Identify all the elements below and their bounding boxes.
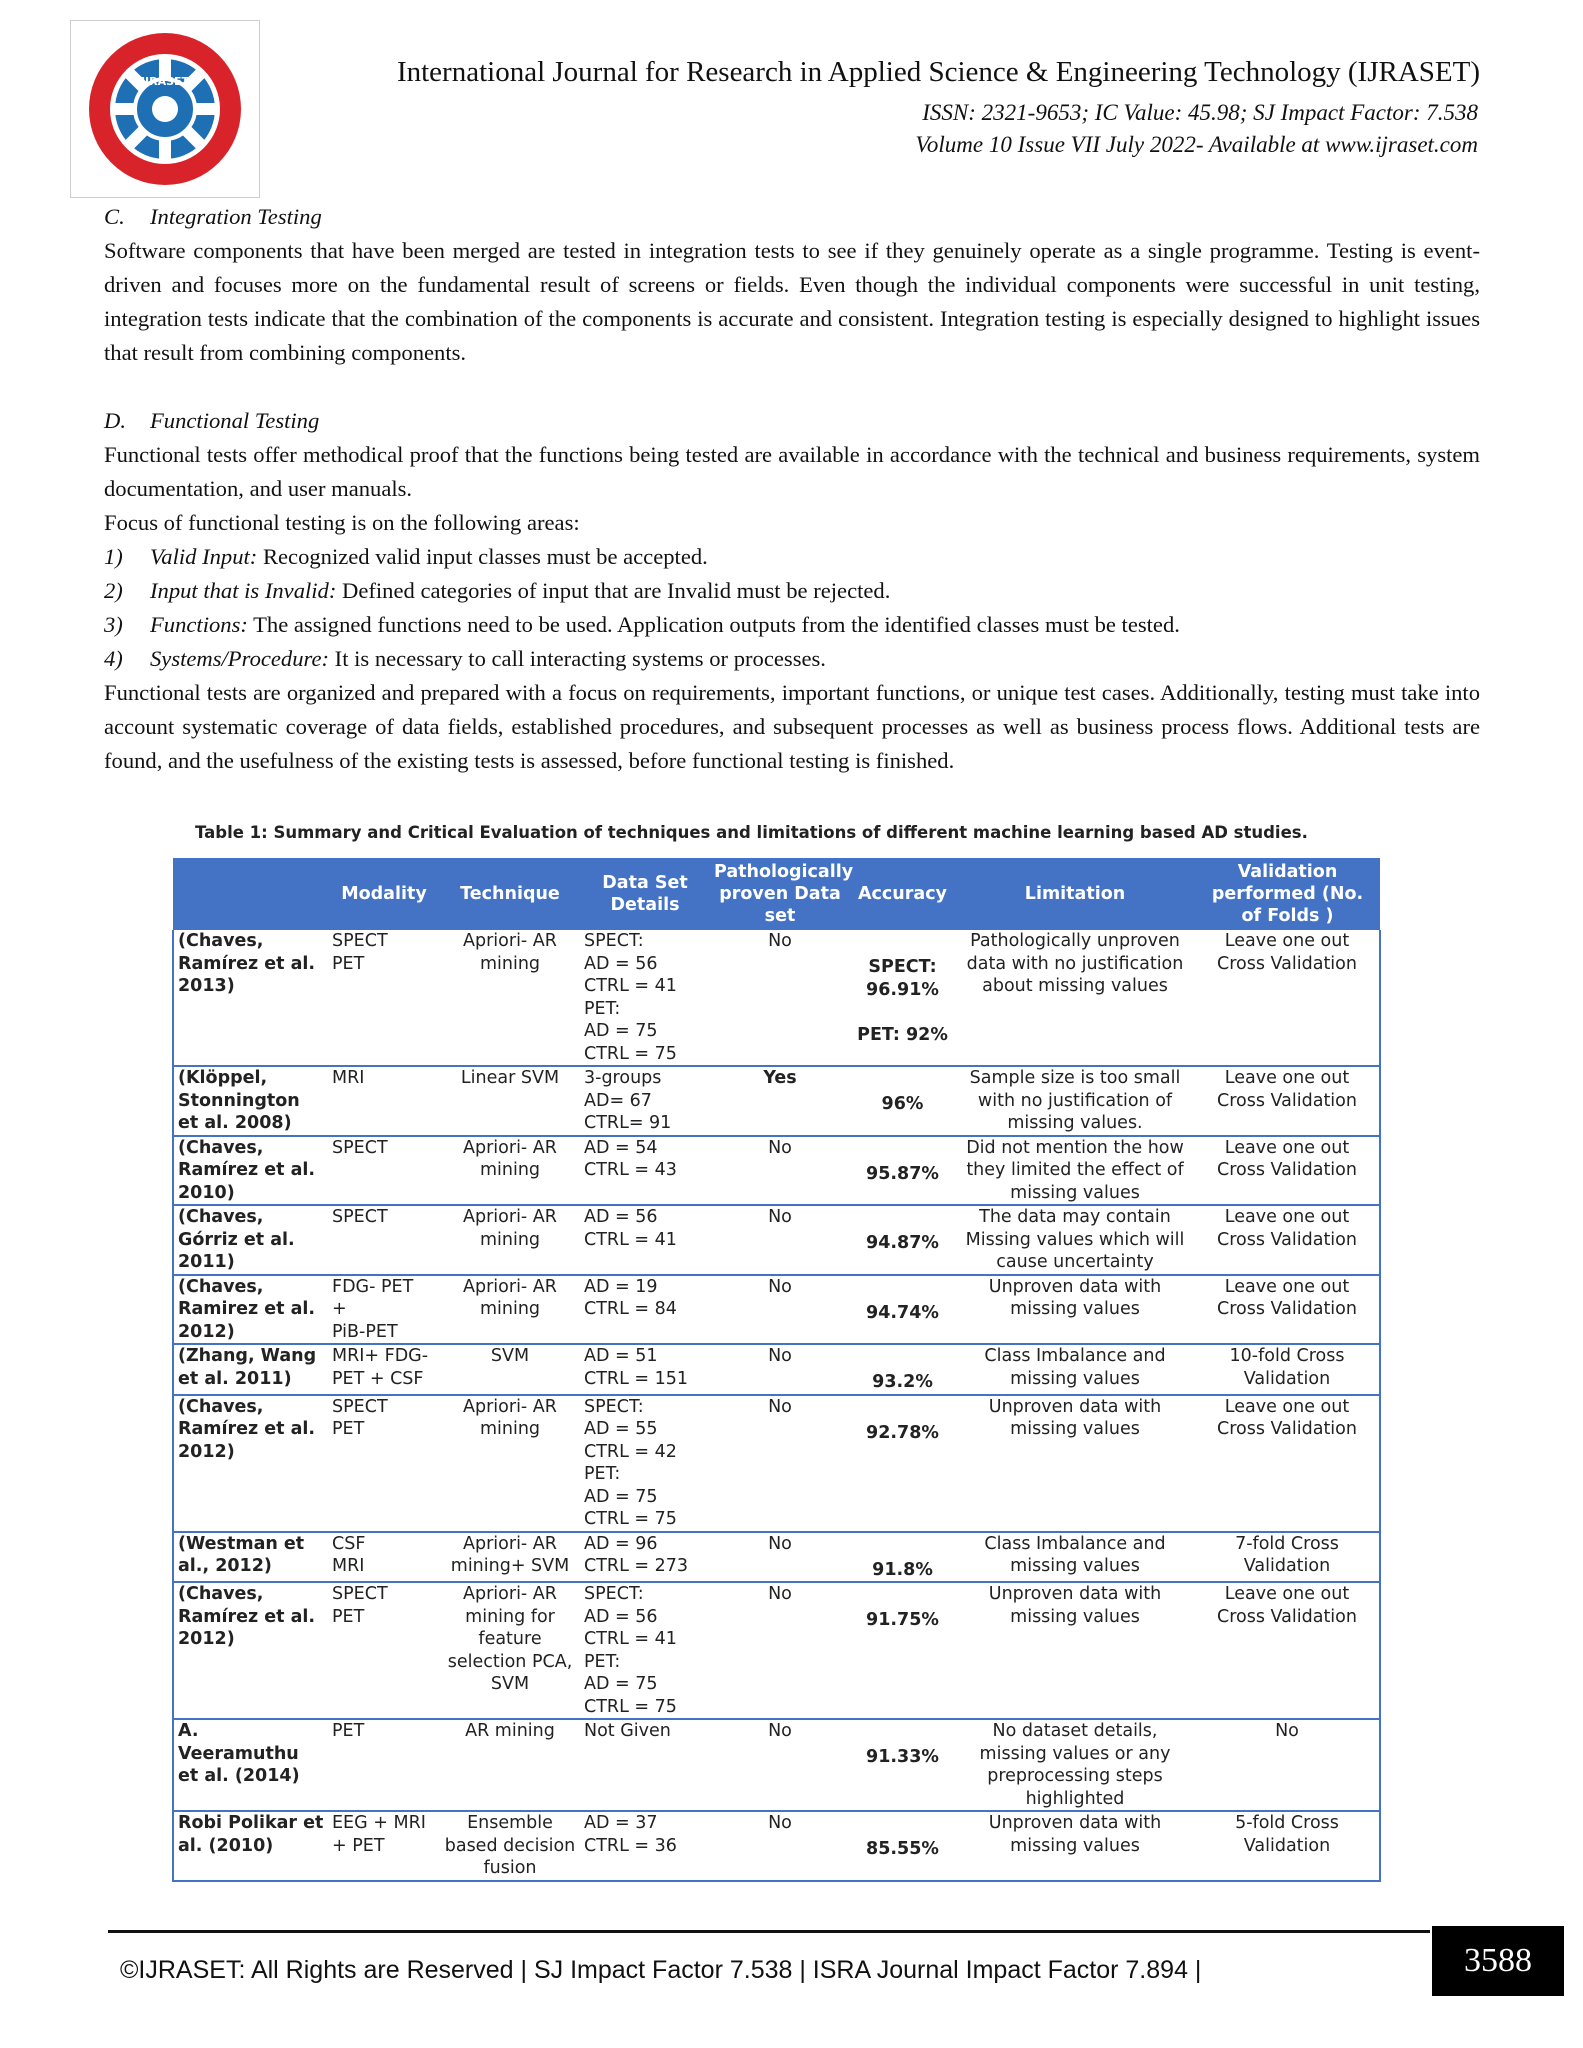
table-cell-validation: Leave one out Cross Validation (1195, 1205, 1380, 1275)
table-cell-modality: FDG- PET + PiB-PET (328, 1275, 440, 1345)
table-cell-study: (Chaves, Górriz et al. 2011) (173, 1205, 328, 1275)
table-cell-modality: SPECT PET (328, 930, 440, 1066)
page-number: 3588 (1432, 1926, 1564, 1996)
table-cell-technique: Ensemble based decision fusion (440, 1811, 580, 1881)
table-row (173, 1344, 1380, 1395)
paragraph-functional-1: Functional tests offer methodical proof that the functions being tested are available in accordance with the technical and business requirements, system documentation, and user manuals. (104, 442, 1480, 501)
journal-title: International Journal for Research in Applied Science & Engineering Technology (IJRASET) (396, 56, 1480, 88)
table-row (173, 1811, 1380, 1881)
table-cell-limitation: Class Imbalance and missing values (955, 1532, 1195, 1583)
table-cell-data: AD = 51 CTRL = 151 (580, 1344, 710, 1395)
table-cell-modality: MRI+ FDG- PET + CSF (328, 1344, 440, 1395)
table-cell-data: AD = 54 CTRL = 43 (580, 1136, 710, 1206)
table-cell-study: (Chaves, Ramírez et al. 2012) (173, 1395, 328, 1532)
table-cell-validation: 10-fold Cross Validation (1195, 1344, 1380, 1395)
table-cell-data: SPECT: AD = 55 CTRL = 42 PET: AD = 75 CTRL = 75 (580, 1395, 710, 1532)
table-cell-data: AD = 37 CTRL = 36 (580, 1811, 710, 1881)
list-item: 2) Input that is Invalid: Defined categories of input that are Invalid must be rejected. (104, 578, 891, 603)
issn-line: ISSN: 2321-9653; IC Value: 45.98; SJ Impact Factor: 7.538 (922, 100, 1478, 125)
table-cell-modality: SPECT PET (328, 1582, 440, 1719)
table-cell-accuracy: 94.87% (850, 1205, 955, 1275)
table-cell-modality: EEG + MRI + PET (328, 1811, 440, 1881)
paragraph-functional-3: Functional tests are organized and prepared with a focus on requirements, important functions, or unique test cases. Additionally, testing must take into account systematic coverage of data fields, established procedures, and subsequent processes as well as business process flows. Additional tests are found, and the usefulness of the existing tests is assessed, before functional testing is finished. (104, 680, 1480, 773)
table-cell-data: AD = 19 CTRL = 84 (580, 1275, 710, 1345)
footer-divider (108, 1930, 1430, 1933)
column-header: Validation performed (No. of Folds ) (1195, 858, 1380, 930)
paragraph-integration: Software components that have been merged are tested in integration tests to see if they genuinely operate as a single programme. Testing is event-driven and focuses more on the fundamental result of screens or fields. Even though the individual components were successful in unit testing, integration tests indicate that the combination of the components is accurate and consistent. Integration testing is especially designed to highlight issues that result from combining components. (104, 238, 1480, 365)
table-body (173, 930, 1380, 1881)
list-item: 4) Systems/Procedure: It is necessary to call interacting systems or processes. (104, 646, 826, 671)
table-cell-accuracy: 96% (850, 1066, 955, 1136)
table-cell-study: (Chaves, Ramírez et al. 2013) (173, 930, 328, 1066)
table-cell-accuracy: 91.33% (850, 1719, 955, 1811)
table-cell-validation: Leave one out Cross Validation (1195, 1582, 1380, 1719)
table-cell-study: (Zhang, Wang et al. 2011) (173, 1344, 328, 1395)
section-heading-c: C. Integration Testing (104, 204, 322, 229)
table-cell-proven: No (710, 1205, 850, 1275)
table-cell-study: (Chaves, Ramírez et al. 2010) (173, 1136, 328, 1206)
table-cell-modality: PET (328, 1719, 440, 1811)
table-cell-validation: 5-fold Cross Validation (1195, 1811, 1380, 1881)
table-row (173, 930, 1380, 1066)
table-cell-proven: No (710, 1395, 850, 1532)
table-cell-proven: No (710, 1532, 850, 1583)
ijraset-seal-icon (71, 21, 259, 197)
article-body (104, 200, 1480, 778)
table-caption: Table 1: Summary and Critical Evaluation of techniques and limitations of different machine learning based AD studies. (195, 823, 1308, 842)
table-cell-modality: MRI (328, 1066, 440, 1136)
table-cell-accuracy: 91.75% (850, 1582, 955, 1719)
table-row (173, 1275, 1380, 1345)
table-cell-validation: Leave one out Cross Validation (1195, 1066, 1380, 1136)
table-cell-technique: Apriori- AR mining (440, 1136, 580, 1206)
table-cell-limitation: Sample size is too small with no justification of missing values. (955, 1066, 1195, 1136)
table-cell-technique: SVM (440, 1344, 580, 1395)
list-item: 1) Valid Input: Recognized valid input classes must be accepted. (104, 544, 708, 569)
table-cell-validation: Leave one out Cross Validation (1195, 1136, 1380, 1206)
table-cell-modality: SPECT (328, 1136, 440, 1206)
paragraph-functional-2: Focus of functional testing is on the following areas: (104, 510, 580, 535)
table-cell-limitation: Unproven data with missing values (955, 1582, 1195, 1719)
column-header: Limitation (955, 858, 1195, 930)
table-cell-limitation: Unproven data with missing values (955, 1395, 1195, 1532)
table-cell-limitation: No dataset details, missing values or any preprocessing steps highlighted (955, 1719, 1195, 1811)
table-cell-study: (Westman et al., 2012) (173, 1532, 328, 1583)
table-cell-proven: No (710, 1136, 850, 1206)
table-cell-accuracy: 92.78% (850, 1395, 955, 1532)
table-cell-accuracy: 91.8% (850, 1532, 955, 1583)
table-cell-data: Not Given (580, 1719, 710, 1811)
table-row (173, 1205, 1380, 1275)
svg-text:IJRASET: IJRASET (140, 75, 190, 88)
table-cell-limitation: Class Imbalance and missing values (955, 1344, 1195, 1395)
table-cell-data: SPECT: AD = 56 CTRL = 41 PET: AD = 75 CTRL = 75 (580, 930, 710, 1066)
table-cell-data: AD = 56 CTRL = 41 (580, 1205, 710, 1275)
volume-line: Volume 10 Issue VII July 2022- Available at www.ijraset.com (915, 132, 1478, 157)
column-header (173, 858, 328, 930)
table-cell-technique: Linear SVM (440, 1066, 580, 1136)
table-cell-proven: No (710, 1811, 850, 1881)
footer-copyright: ©IJRASET: All Rights are Reserved | SJ Impact Factor 7.538 | ISRA Journal Impact Factor 7.894 | (120, 1956, 1202, 1984)
table-cell-study: A. Veeramuthu et al. (2014) (173, 1719, 328, 1811)
table-cell-study: Robi Polikar et al. (2010) (173, 1811, 328, 1881)
list-item: 3) Functions: The assigned functions need to be used. Application outputs from the identified classes must be tested. (104, 612, 1180, 637)
table-cell-technique: Apriori- AR mining+ SVM (440, 1532, 580, 1583)
table-row (173, 1532, 1380, 1583)
table-cell-validation: Leave one out Cross Validation (1195, 930, 1380, 1066)
table-cell-validation: 7-fold Cross Validation (1195, 1532, 1380, 1583)
table-cell-accuracy: 93.2% (850, 1344, 955, 1395)
table-cell-technique: Apriori- AR mining (440, 1275, 580, 1345)
table-cell-technique: Apriori- AR mining (440, 930, 580, 1066)
table-cell-study: (Chaves, Ramírez et al. 2012) (173, 1582, 328, 1719)
table-cell-data: AD = 96 CTRL = 273 (580, 1532, 710, 1583)
table-cell-modality: SPECT (328, 1205, 440, 1275)
table-cell-proven: No (710, 1275, 850, 1345)
table-cell-study: (Chaves, Ramirez et al. 2012) (173, 1275, 328, 1345)
column-header: Data Set Details (580, 858, 710, 930)
table-row (173, 1719, 1380, 1811)
table-cell-technique: Apriori- AR mining (440, 1395, 580, 1532)
journal-logo (70, 20, 260, 198)
table-cell-technique: Apriori- AR mining for feature selection PCA, SVM (440, 1582, 580, 1719)
table-cell-study: (Klöppel, Stonnington et al. 2008) (173, 1066, 328, 1136)
column-header: Pathologically proven Data set (710, 858, 850, 930)
table-cell-limitation: Pathologically unproven data with no justification about missing values (955, 930, 1195, 1066)
table-cell-accuracy: 85.55% (850, 1811, 955, 1881)
table-cell-accuracy: SPECT: 96.91% PET: 92% (850, 930, 955, 1066)
table-cell-data: SPECT: AD = 56 CTRL = 41 PET: AD = 75 CTRL = 75 (580, 1582, 710, 1719)
table-cell-data: 3-groups AD= 67 CTRL= 91 (580, 1066, 710, 1136)
table-row (173, 1582, 1380, 1719)
evaluation-table (172, 858, 1381, 1882)
table-cell-validation: No (1195, 1719, 1380, 1811)
table-cell-technique: Apriori- AR mining (440, 1205, 580, 1275)
table-row (173, 1395, 1380, 1532)
table-cell-limitation: Unproven data with missing values (955, 1275, 1195, 1345)
table-cell-validation: Leave one out Cross Validation (1195, 1395, 1380, 1532)
table-cell-accuracy: 95.87% (850, 1136, 955, 1206)
column-header: Accuracy (850, 858, 955, 930)
table-cell-proven: No (710, 930, 850, 1066)
column-header: Modality (328, 858, 440, 930)
table-cell-proven: No (710, 1344, 850, 1395)
table-cell-limitation: Did not mention the how they limited the effect of missing values (955, 1136, 1195, 1206)
table-cell-technique: AR mining (440, 1719, 580, 1811)
table-cell-limitation: The data may contain Missing values which will cause uncertainty (955, 1205, 1195, 1275)
table-cell-modality: CSF MRI (328, 1532, 440, 1583)
table-header-row (173, 858, 1380, 930)
table-row (173, 1136, 1380, 1206)
section-heading-d: D. Functional Testing (104, 408, 320, 433)
column-header: Technique (440, 858, 580, 930)
table-cell-limitation: Unproven data with missing values (955, 1811, 1195, 1881)
table-cell-modality: SPECT PET (328, 1395, 440, 1532)
table-cell-proven: No (710, 1582, 850, 1719)
table-cell-validation: Leave one out Cross Validation (1195, 1275, 1380, 1345)
table-cell-proven: No (710, 1719, 850, 1811)
table-cell-proven: Yes (710, 1066, 850, 1136)
table-cell-accuracy: 94.74% (850, 1275, 955, 1345)
table-row (173, 1066, 1380, 1136)
